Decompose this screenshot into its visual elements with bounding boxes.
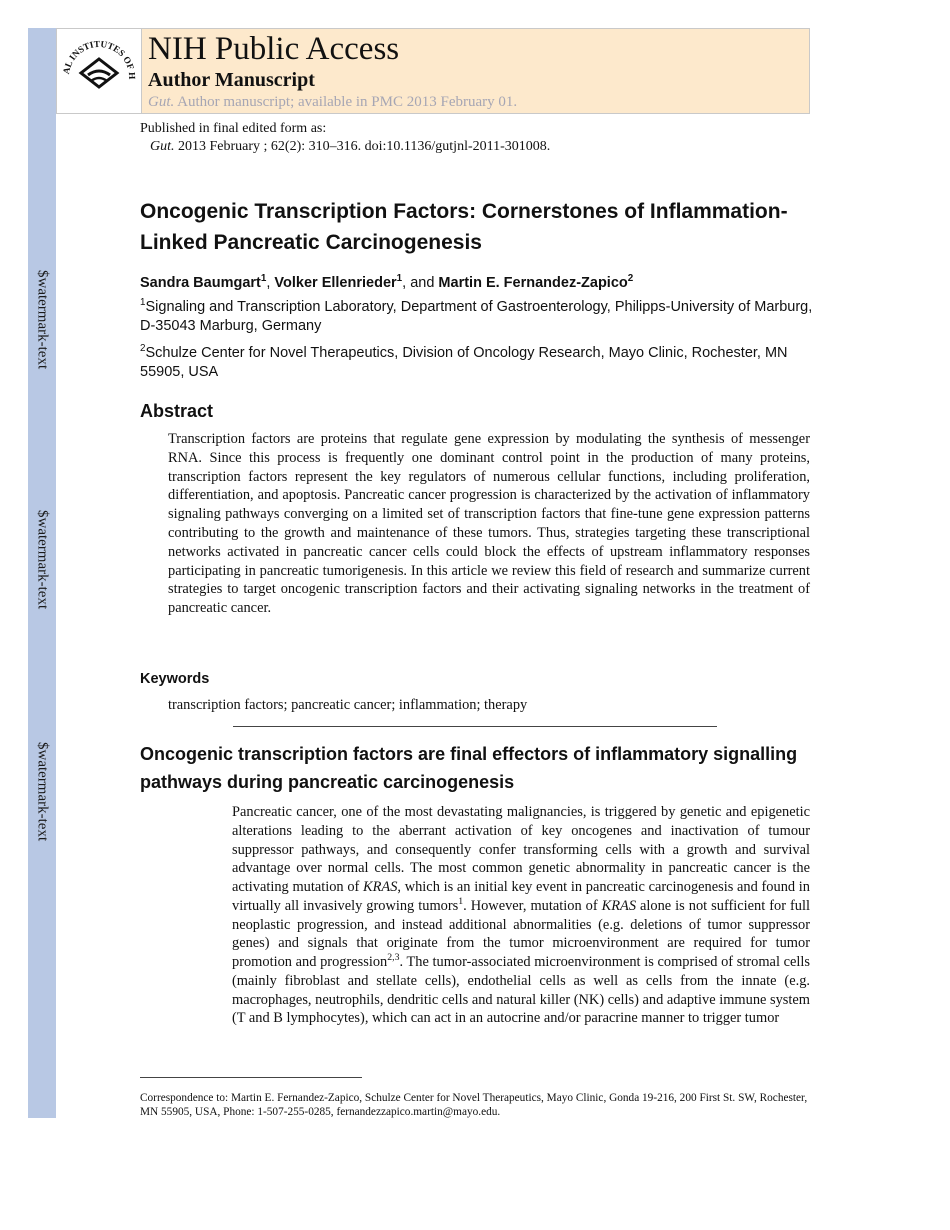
affiliation-sup: 1 <box>140 297 146 309</box>
keywords-heading: Keywords <box>140 671 210 687</box>
watermark-1: $watermark-text <box>34 270 51 370</box>
affiliation-sup: 2 <box>140 343 146 355</box>
header-title: NIH Public Access <box>148 31 400 67</box>
header-availability-note <box>148 93 517 111</box>
affiliation-1 <box>140 298 820 335</box>
paper-title: Oncogenic Transcription Factors: Cornerstones of Inflammation-Linked Pancreatic Carcinogenesis <box>140 200 788 254</box>
footnote-rule <box>140 1077 362 1078</box>
section-body-text <box>232 803 810 1028</box>
watermark-2: $watermark-text <box>34 510 51 610</box>
affiliation-text: Signaling and Transcription Laboratory, Department of Gastroenterology, Philipps-University of Marburg, D-35043 Marburg, Germany <box>140 299 813 334</box>
header-note-text: Author manuscript; available in PMC 2013 February 01. <box>174 94 518 110</box>
body-text-run: . The tumor-associated microenvironment is comprised of stromal cells (mainly fibroblast and stellate cells), endothelial cells as well as cells from the innate (e.g. macrophages, neutrophils, dendritic cells and natural killer (NK) cells) and adaptive immune system (T and B lymphocytes), which can act in an autocrine and/or paracrine manner to trigger tumor <box>232 954 810 1027</box>
citation <box>150 138 550 155</box>
author-name: Martin E. Fernandez-Zapico <box>438 275 628 291</box>
author-separator: , <box>266 275 275 291</box>
header-journal: Gut. <box>148 94 175 110</box>
nih-header <box>142 28 810 114</box>
published-in-label: Published in final edited form as: <box>140 121 327 136</box>
correspondence-footnote: Correspondence to: Martin E. Fernandez-Zapico, Schulze Center for Novel Therapeutics, Mayo Clinic, Gonda 19-216, 200 First St. SW, Rochester, MN 55905, USA, Phone: 1-507-255-0285, fernandezzapico.martin@mayo.edu. <box>140 1092 808 1118</box>
citation-text: 2013 February ; 62(2): 310–316. doi:10.1136/gutjnl-2011-301008. <box>174 139 551 154</box>
section-heading: Oncogenic transcription factors are final effectors of inflammatory signalling pathways during pancreatic carcinogenesis <box>140 744 798 792</box>
watermark-3: $watermark-text <box>34 742 51 842</box>
affiliation-2 <box>140 344 820 381</box>
body-text-run: Pancreatic cancer, one of the most devastating malignancies, is triggered by genetic and epigenetic alterations leading to the aberrant activation of key oncogenes and inactivation of tumour suppressor pathways, and consequently confer transforming cells with a growth and survival advantage over normal cells. The most common genetic abnormality in pancreatic cancer is the activating mutation of <box>232 804 810 895</box>
affiliation-text: Schulze Center for Novel Therapeutics, Division of Oncology Research, Mayo Clinic, Rochester, MN 55905, USA <box>140 345 788 380</box>
author-separator: , and <box>402 275 439 291</box>
header-subtitle: Author Manuscript <box>148 69 315 91</box>
author-affiliation-sup: 1 <box>396 273 403 285</box>
gene-name: KRAS <box>363 879 398 895</box>
gene-name: KRAS <box>601 897 637 914</box>
body-text-run: alone is not sufficient for full neoplastic progression, and instead additional abnormalities (e.g. deletions of tumor suppressor genes) and signals that originate from the tumor microenvironment are required for tumor promotion and progression <box>232 897 811 970</box>
citation-sup: 1 <box>458 895 464 907</box>
citation-sup: 2,3 <box>387 952 400 964</box>
body-text-run: . However, mutation of <box>463 897 602 914</box>
author-name: Sandra Baumgart <box>140 275 261 291</box>
citation-journal: Gut. <box>150 139 175 154</box>
abstract-heading: Abstract <box>140 401 214 421</box>
keywords-text: transcription factors; pancreatic cancer; inflammation; therapy <box>168 697 528 713</box>
abstract-text: Transcription factors are proteins that regulate gene expression by modulating the synthesis of messenger RNA. Since this process is frequently one dominant control point in the production of many proteins, transcription factors represent the key regulators of numerous cellular functions, including proliferation, differentiation, and apoptosis. Pancreatic cancer progression is characterized by the activation of inflammatory signaling pathways converging on a limited set of transcription factors that fine-tune gene expression patterns contributing to the growth and maintenance of these tumors. Thus, strategies targeting these transcriptional networks activated in pancreatic cancer cells could block the effects of upstream inflammatory responses participating in pancreatic tumorigenesis. In this article we review this field of research and summarize current strategies to target oncogenic transcription factors and their activating signaling networks in the treatment of pancreatic cancer. <box>168 431 810 617</box>
author-affiliation-sup: 1 <box>260 273 267 285</box>
nih-logo <box>56 28 142 114</box>
author-list <box>140 274 810 292</box>
logo-emblem-icon <box>81 59 117 87</box>
section-divider <box>233 726 717 727</box>
author-name: Volker Ellenrieder <box>274 275 397 291</box>
logo-text: AL INSTITUTES OF H <box>61 38 138 80</box>
author-affiliation-sup: 2 <box>627 273 634 285</box>
body-text-run: , which is an initial key event in pancreatic carcinogenesis and found in virtually all invasively growing tumors <box>232 879 810 914</box>
